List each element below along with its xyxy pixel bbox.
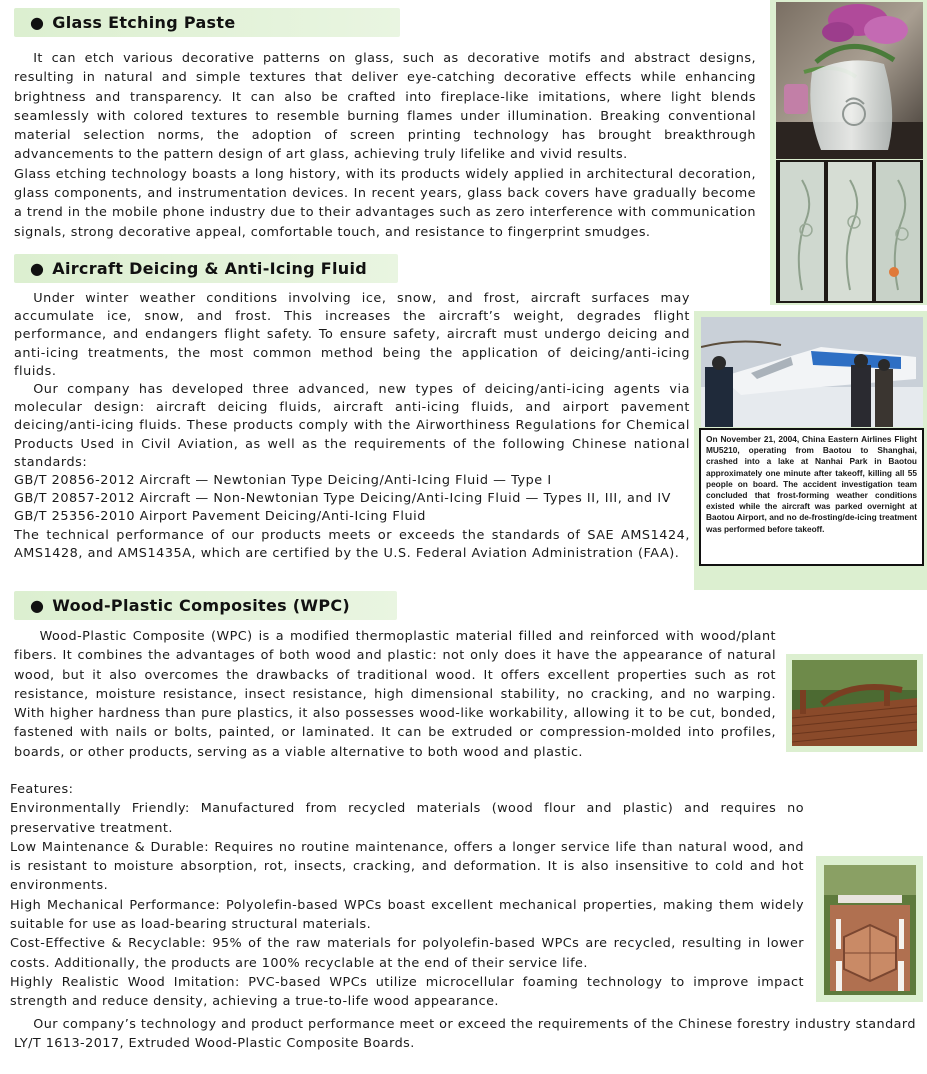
section-title: Glass Etching Paste: [52, 13, 236, 32]
glass-paragraph-2: Glass etching technology boasts a long history, with its products widely applied in architectural decoration, glass components, and instrumentation devices. In recent years, glass back covers have gradually become a trend in the mobile phone industry due to their advantages such as zero interference with communication signals, strong decorative appeal, comfortable touch, and resistance to fingerprint smudges.: [14, 166, 756, 240]
feature-item-5: Highly Realistic Wood Imitation: PVC-based WPCs utilize microcellular foaming technology to improve impact strength and reduce density, achieving a true-to-life wood appearance.: [10, 974, 804, 1010]
wpc-pergola-photo: [824, 865, 916, 995]
bullet-icon: ●: [30, 13, 45, 32]
standard-item-2: GB/T 20857-2012 Aircraft — Non-Newtonian Type Deicing/Anti-Icing Fluid — Types II, III, and IV: [14, 491, 671, 507]
aircraft-photo-caption: On November 21, 2004, China Eastern Airlines Flight MU5210, operating from Baotou to Shanghai, crashed into a lake at Nanhai Park in Baotou approximately one minute after takeoff, killing all 55 people on board. The accident investigation team concluded that frost-forming weather conditions existed while the aircraft was parked overnight at Baotou Airport, and no de-frosting/de-icing treatment was performed before takeoff.: [699, 428, 924, 566]
glass-body: [14, 49, 756, 242]
section-heading-glass-etching: [14, 8, 400, 37]
section-title: Wood-Plastic Composites (WPC): [52, 596, 351, 615]
wpc-features: [10, 780, 804, 1012]
aircraft-paragraph-2: Our company has developed three advanced, new types of deicing/anti-icing agents via molecular design: aircraft deicing fluids, aircraft anti-icing fluids, and airport pavement deicing/anti-icing fluids. These products comply with the Airworthiness Regulations for Chemical Products Used in Civil Aviation, as well as the requirements of the following Chinese national standards:: [14, 382, 690, 470]
wpc-deck-photo: [792, 660, 917, 746]
section-heading-wpc: [14, 591, 397, 620]
glass-vase-photo: [776, 2, 923, 159]
standard-item-1: GB/T 20856-2012 Aircraft — Newtonian Type Deicing/Anti-Icing Fluid — Type I: [14, 473, 552, 489]
etched-glass-doors-photo: [776, 160, 923, 303]
bullet-icon: ●: [30, 596, 45, 615]
wpc-paragraph-1: Wood-Plastic Composite (WPC) is a modified thermoplastic material filled and reinforced with wood/plant fibers. It combines the advantages of both wood and plastic: not only does it have the appearance of natural wood, but it also overcomes the drawbacks of traditional wood. It offers excellent properties such as rot resistance, moisture resistance, insect resistance, high dimensional stability, no cracking, and no warping. With higher hardness than pure plastics, it also possesses wood-like workability, allowing it to be cut, bonded, fastened with nails or bolts, painted, or laminated. It can be extruded or compression-molded into profiles, boards, or other products, serving as a viable alternative to both wood and plastic.: [14, 629, 776, 760]
glass-paragraph-1: It can etch various decorative patterns on glass, such as decorative motifs and abstract designs, resulting in natural and simple textures that deliver eye-catching decorative effects while enhancing brightness and transparency. It can also be crafted into fireplace-like imitations, where light blends seamlessly with colored textures to resemble burning flames under illumination. Breaking conventional material selection norms, the adoption of screen printing technology has brought breakthrough advancements to the pattern design of art glass, achieving truly lifelike and vivid results.: [14, 51, 756, 163]
aircraft-body: [14, 290, 690, 563]
aircraft-crash-photo: [701, 317, 923, 427]
feature-item-3: High Mechanical Performance: Polyolefin-based WPCs boast excellent mechanical properties, making them widely suitable for use as load-bearing structural materials.: [10, 897, 804, 933]
section-title: Aircraft Deicing & Anti-Icing Fluid: [52, 259, 368, 278]
feature-item-2: Low Maintenance & Durable: Requires no routine maintenance, offers a longer service life than natural wood, and is resistant to moisture absorption, rot, insects, cracking, and deformation. It is also insensitive to cold and hot environments.: [10, 839, 804, 894]
closing-paragraph: Our company’s technology and product performance meet or exceed the requirements of the Chinese forestry industry standard LY/T 1613-2017, Extruded Wood-Plastic Composite Boards.: [14, 1017, 916, 1052]
features-label: Features:: [10, 782, 74, 797]
section-heading-aircraft-deicing: [14, 254, 398, 283]
feature-item-1: Environmentally Friendly: Manufactured from recycled materials (wood flour and plastic) and requires no preservative treatment.: [10, 801, 804, 836]
wpc-intro: [14, 627, 776, 762]
aircraft-paragraph-3: The technical performance of our products meets or exceeds the standards of SAE AMS1424, AMS1428, and AMS1435A, which are certified by the U.S. Federal Aviation Administration (FAA).: [14, 527, 690, 561]
bullet-icon: ●: [30, 259, 45, 278]
feature-item-4: Cost-Effective & Recyclable: 95% of the raw materials for polyolefin-based WPCs are recycled, resulting in lower costs. Additionally, the products are 100% recyclable at the end of their service life.: [10, 936, 804, 971]
standard-item-3: GB/T 25356-2010 Airport Pavement Deicing/Anti-Icing Fluid: [14, 509, 426, 525]
wpc-closing: [14, 1015, 916, 1054]
aircraft-paragraph-1: Under winter weather conditions involving ice, snow, and frost, aircraft surfaces may accumulate ice, snow, and frost. This increases the aircraft’s weight, degrades flight performance, and endangers flight safety. To ensure safety, aircraft must undergo deicing and anti-icing treatments, the most common method being the application of deicing/anti-icing fluids.: [14, 291, 690, 379]
